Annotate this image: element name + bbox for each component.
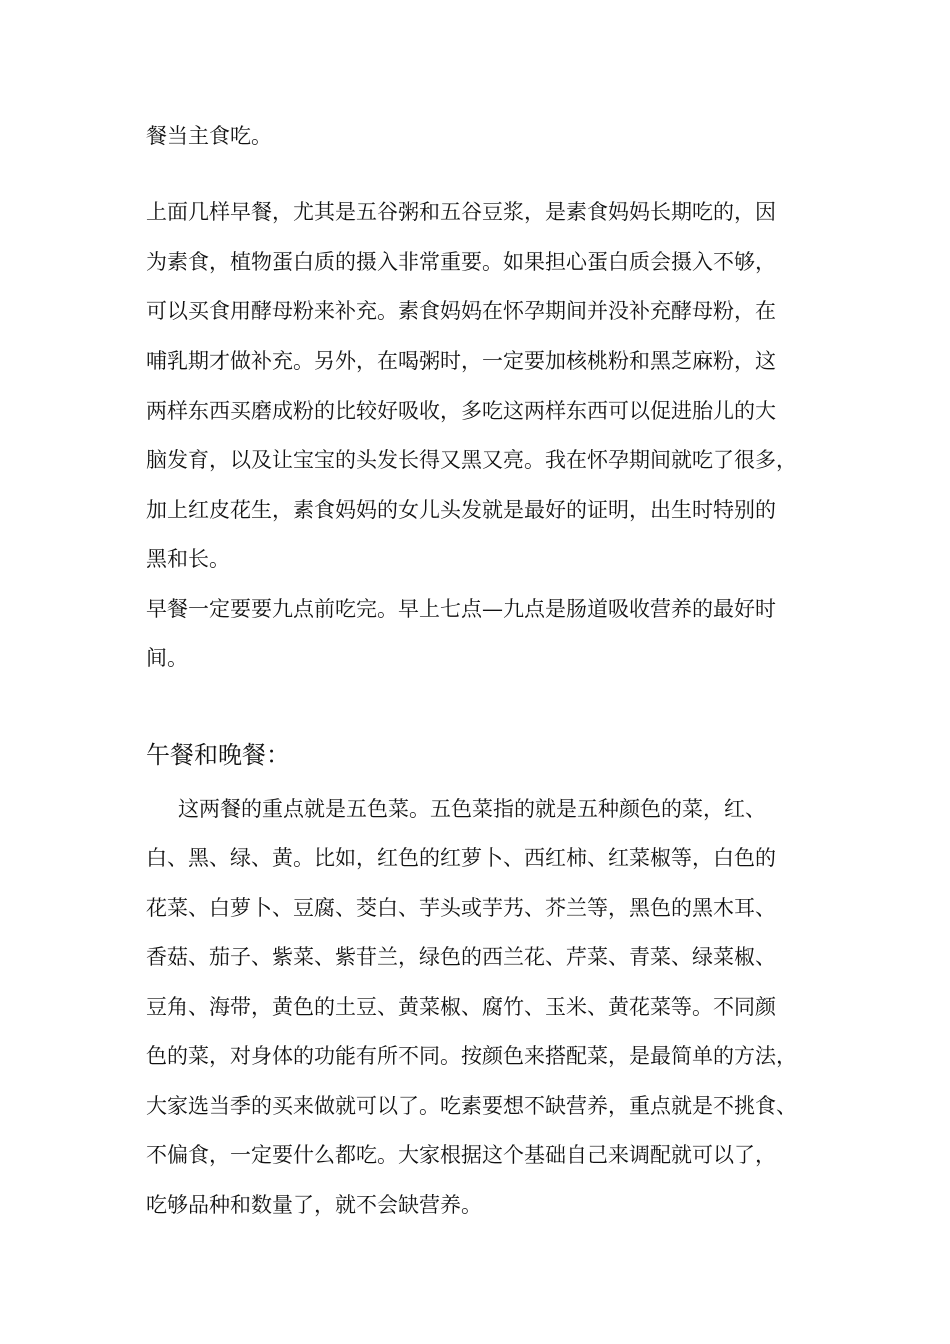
text-line: 可以买食用酵母粉来补充。素食妈妈在怀孕期间并没补充酵母粉，在 bbox=[146, 299, 776, 323]
text-line: 两样东西买磨成粉的比较好吸收，多吃这两样东西可以促进胎儿的大 bbox=[146, 399, 776, 423]
text-line: 色的菜，对身体的功能有所不同。按颜色来搭配菜，是最简单的方法， bbox=[146, 1044, 797, 1068]
text-line: 吃够品种和数量了，就不会缺营养。 bbox=[146, 1193, 482, 1217]
text-line: 哺乳期才做补充。另外，在喝粥时，一定要加核桃粉和黑芝麻粉，这 bbox=[146, 349, 776, 373]
text-line: 早餐一定要要九点前吃完。早上七点—九点是肠道吸收营养的最好时 bbox=[146, 597, 776, 621]
text-line: 不偏食，一定要什么都吃。大家根据这个基础自己来调配就可以了， bbox=[146, 1143, 776, 1167]
text-line: 大家选当季的买来做就可以了。吃素要想不缺营养，重点就是不挑食、 bbox=[146, 1094, 797, 1118]
section-heading: 午餐和晚餐： bbox=[146, 741, 290, 769]
text-line: 白、黑、绿、黄。比如，红色的红萝卜、西红柿、红菜椒等，白色的 bbox=[146, 846, 776, 870]
text-line: 间。 bbox=[146, 646, 188, 670]
text-line: 香菇、茄子、紫菜、紫苷兰，绿色的西兰花、芹菜、青菜、绿菜椒、 bbox=[146, 945, 776, 969]
text-line: 这两餐的重点就是五色菜。五色菜指的就是五种颜色的菜，红、 bbox=[178, 797, 766, 821]
text-line: 脑发育，以及让宝宝的头发长得又黑又亮。我在怀孕期间就吃了很多， bbox=[146, 448, 797, 472]
text-line: 为素食，植物蛋白质的摄入非常重要。如果担心蛋白质会摄入不够， bbox=[146, 250, 776, 274]
text-line: 上面几样早餐，尤其是五谷粥和五谷豆浆，是素食妈妈长期吃的，因 bbox=[146, 200, 776, 224]
text-line: 花菜、白萝卜、豆腐、茭白、芋头或芋艿、芥兰等，黑色的黑木耳、 bbox=[146, 896, 776, 920]
text-line: 豆角、海带，黄色的土豆、黄菜椒、腐竹、玉米、黄花菜等。不同颜 bbox=[146, 995, 776, 1019]
text-line: 餐当主食吃。 bbox=[146, 124, 272, 148]
text-line: 黑和长。 bbox=[146, 547, 230, 571]
text-line: 加上红皮花生，素食妈妈的女儿头发就是最好的证明，出生时特别的 bbox=[146, 498, 776, 522]
